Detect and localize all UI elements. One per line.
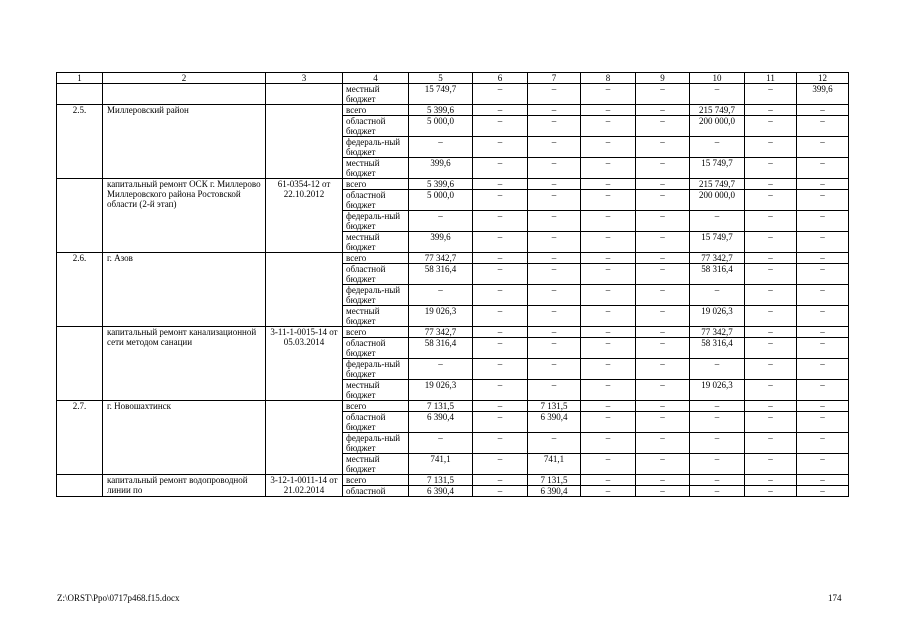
amount-cell: – [473,211,528,232]
amount-cell: – [636,211,690,232]
amount-cell: – [745,105,797,116]
amount-cell: – [581,253,636,264]
amount-cell: 58 316,4 [409,264,473,285]
amount-cell: – [528,179,581,190]
amount-cell: – [581,412,636,433]
budget-type: всего [343,401,409,412]
table-row [57,253,849,264]
amount-cell: – [528,137,581,158]
amount-cell: 6 390,4 [409,486,473,497]
amount-cell: – [636,327,690,338]
amount-cell: 399,6 [409,232,473,253]
column-header: 2 [103,73,266,84]
amount-cell: – [636,232,690,253]
amount-cell: – [528,253,581,264]
amount-cell: 58 316,4 [690,264,745,285]
amount-cell: – [581,158,636,179]
amount-cell: – [745,285,797,306]
budget-type: местный бюджет [343,232,409,253]
amount-cell: 15 749,7 [690,232,745,253]
amount-cell: – [581,190,636,211]
amount-cell: – [690,454,745,475]
amount-cell: – [473,190,528,211]
amount-cell: – [409,359,473,380]
amount-cell: – [690,401,745,412]
amount-cell: – [745,454,797,475]
amount-cell: 7 131,5 [528,401,581,412]
column-header: 5 [409,73,473,84]
amount-cell: – [528,327,581,338]
budget-type: всего [343,253,409,264]
amount-cell: – [797,401,849,412]
amount-cell: 7 131,5 [409,475,473,486]
amount-cell: – [528,232,581,253]
budget-type: всего [343,179,409,190]
amount-cell: – [473,84,528,105]
amount-cell: – [473,116,528,137]
amount-cell: – [409,433,473,454]
budget-type: местный бюджет [343,158,409,179]
amount-cell: – [636,158,690,179]
amount-cell: – [581,306,636,327]
amount-cell: – [636,433,690,454]
amount-cell: – [745,486,797,497]
amount-cell: 5 000,0 [409,116,473,137]
amount-cell: 77 342,7 [409,327,473,338]
amount-cell: 5 000,0 [409,190,473,211]
amount-cell: – [745,327,797,338]
amount-cell: – [473,401,528,412]
amount-cell: 15 749,7 [690,158,745,179]
amount-cell: – [528,433,581,454]
amount-cell: – [581,116,636,137]
amount-cell: 215 749,7 [690,105,745,116]
amount-cell: – [473,285,528,306]
amount-cell: – [473,327,528,338]
amount-cell: – [797,380,849,401]
amount-cell: – [690,486,745,497]
amount-cell: – [581,179,636,190]
amount-cell: – [636,306,690,327]
object-name: Миллеровский район [103,105,266,179]
amount-cell: – [797,327,849,338]
amount-cell: – [797,359,849,380]
amount-cell: 399,6 [797,84,849,105]
amount-cell: – [797,253,849,264]
budget-type: областной бюджет [343,338,409,359]
amount-cell: – [690,433,745,454]
amount-cell: – [473,433,528,454]
column-header: 4 [343,73,409,84]
amount-cell: – [636,380,690,401]
amount-cell: – [690,359,745,380]
document-ref [266,105,343,179]
amount-cell: – [473,264,528,285]
amount-cell: – [636,190,690,211]
amount-cell: 77 342,7 [409,253,473,264]
column-header: 11 [745,73,797,84]
budget-type: областной [343,486,409,497]
amount-cell: – [473,179,528,190]
document-ref [266,253,343,327]
budget-type: федераль-ный бюджет [343,433,409,454]
row-number: 2.6. [57,253,103,327]
amount-cell: – [581,338,636,359]
amount-cell: – [473,158,528,179]
amount-cell: – [797,433,849,454]
budget-type: областной бюджет [343,190,409,211]
column-header: 7 [528,73,581,84]
amount-cell: – [473,380,528,401]
amount-cell: – [797,306,849,327]
amount-cell: – [473,486,528,497]
amount-cell: – [797,179,849,190]
amount-cell: – [581,359,636,380]
amount-cell: 741,1 [409,454,473,475]
amount-cell: – [745,232,797,253]
amount-cell: – [528,285,581,306]
amount-cell: – [636,401,690,412]
row-number [57,327,103,401]
amount-cell: – [745,158,797,179]
amount-cell: – [581,401,636,412]
budget-type: всего [343,105,409,116]
amount-cell: – [528,264,581,285]
amount-cell: – [581,264,636,285]
amount-cell: – [636,179,690,190]
amount-cell: – [636,116,690,137]
amount-cell: – [581,84,636,105]
amount-cell: 7 131,5 [409,401,473,412]
amount-cell: – [636,359,690,380]
table-row [57,84,849,105]
table-row [57,179,849,190]
budget-table [56,72,849,497]
amount-cell: – [581,380,636,401]
budget-type: областной бюджет [343,264,409,285]
amount-cell: – [636,454,690,475]
amount-cell: – [745,433,797,454]
amount-cell: – [797,116,849,137]
table-row [57,475,849,486]
amount-cell: – [581,433,636,454]
amount-cell: – [581,232,636,253]
budget-type: местный бюджет [343,84,409,105]
amount-cell: – [690,137,745,158]
amount-cell: – [528,190,581,211]
amount-cell: – [581,327,636,338]
document-ref: 61-0354-12 от 22.10.2012 [266,179,343,253]
amount-cell: 6 390,4 [409,412,473,433]
amount-cell: – [409,137,473,158]
budget-type: областной бюджет [343,116,409,137]
amount-cell: 58 316,4 [409,338,473,359]
amount-cell: – [690,84,745,105]
amount-cell: 200 000,0 [690,116,745,137]
row-number [57,179,103,253]
amount-cell: – [690,211,745,232]
amount-cell: – [636,338,690,359]
document-ref: 3-12-1-0011-14 от 21.02.2014 [266,475,343,497]
amount-cell: – [636,412,690,433]
amount-cell: – [528,380,581,401]
amount-cell: – [745,306,797,327]
amount-cell: – [528,116,581,137]
amount-cell: 5 399,6 [409,105,473,116]
amount-cell: – [797,475,849,486]
amount-cell: 6 390,4 [528,412,581,433]
amount-cell: 215 749,7 [690,179,745,190]
amount-cell: – [636,475,690,486]
column-header-row [57,73,849,84]
document-ref: 3-11-1-0015-14 от 05.03.2014 [266,327,343,401]
amount-cell: – [745,475,797,486]
amount-cell: 200 000,0 [690,190,745,211]
amount-cell: – [745,264,797,285]
column-header: 12 [797,73,849,84]
amount-cell: – [797,137,849,158]
amount-cell: – [636,264,690,285]
amount-cell: – [473,105,528,116]
amount-cell: – [528,359,581,380]
column-header: 9 [636,73,690,84]
amount-cell: – [528,306,581,327]
amount-cell: – [581,475,636,486]
amount-cell: 19 026,3 [690,306,745,327]
amount-cell: 15 749,7 [409,84,473,105]
amount-cell: – [636,486,690,497]
amount-cell: 7 131,5 [528,475,581,486]
amount-cell: – [473,338,528,359]
object-name: капитальный ремонт канализационной сети методом санации [103,327,266,401]
amount-cell: 19 026,3 [409,306,473,327]
amount-cell: – [797,264,849,285]
amount-cell: – [581,137,636,158]
amount-cell: – [797,211,849,232]
table-row [57,105,849,116]
amount-cell: – [690,285,745,306]
amount-cell: – [745,211,797,232]
amount-cell: – [528,158,581,179]
object-name: г. Новошахтинск [103,401,266,475]
amount-cell: – [797,338,849,359]
amount-cell: – [745,380,797,401]
row-number: 2.5. [57,105,103,179]
amount-cell: – [473,454,528,475]
amount-cell: – [528,211,581,232]
amount-cell: – [745,84,797,105]
amount-cell: – [409,285,473,306]
amount-cell: – [473,137,528,158]
amount-cell: – [636,137,690,158]
column-header: 1 [57,73,103,84]
amount-cell: – [581,454,636,475]
amount-cell: 58 316,4 [690,338,745,359]
amount-cell: – [581,486,636,497]
document-ref [266,401,343,475]
amount-cell: 19 026,3 [690,380,745,401]
amount-cell: 77 342,7 [690,253,745,264]
amount-cell: – [528,84,581,105]
column-header: 6 [473,73,528,84]
amount-cell: – [745,401,797,412]
amount-cell: – [636,253,690,264]
budget-type: всего [343,327,409,338]
amount-cell: – [473,475,528,486]
budget-type: местный бюджет [343,454,409,475]
page-number: 174 [828,593,842,603]
amount-cell: – [473,412,528,433]
amount-cell: 77 342,7 [690,327,745,338]
budget-type: федераль-ный бюджет [343,285,409,306]
row-number: 2.7. [57,401,103,475]
amount-cell: 6 390,4 [528,486,581,497]
budget-type: федераль-ный бюджет [343,211,409,232]
file-path: Z:\ORST\Ppo\0717p468.f15.docx [57,593,180,603]
table-row [57,401,849,412]
amount-cell: – [797,454,849,475]
document-ref [266,84,343,105]
budget-type: местный бюджет [343,306,409,327]
amount-cell: – [528,105,581,116]
object-name [103,84,266,105]
amount-cell: – [745,412,797,433]
column-header: 10 [690,73,745,84]
amount-cell: 399,6 [409,158,473,179]
amount-cell: – [473,359,528,380]
amount-cell: – [745,179,797,190]
budget-type: федераль-ный бюджет [343,359,409,380]
object-name: капитальный ремонт ОСК г. Миллерово Миллеровского района Ростовской области (2-й этап) [103,179,266,253]
column-header: 8 [581,73,636,84]
amount-cell: – [690,412,745,433]
amount-cell: – [581,211,636,232]
amount-cell: – [581,105,636,116]
amount-cell: – [473,253,528,264]
amount-cell: – [528,338,581,359]
amount-cell: – [636,285,690,306]
amount-cell: – [745,359,797,380]
amount-cell: – [473,232,528,253]
amount-cell: – [745,338,797,359]
amount-cell: – [581,285,636,306]
budget-type: местный бюджет [343,380,409,401]
budget-type: федераль-ный бюджет [343,137,409,158]
amount-cell: – [636,105,690,116]
amount-cell: – [745,253,797,264]
object-name: капитальный ремонт водопроводной линии по [103,475,266,497]
amount-cell: – [745,137,797,158]
row-number [57,475,103,497]
amount-cell: – [690,475,745,486]
amount-cell: – [636,84,690,105]
budget-type: всего [343,475,409,486]
budget-type: областной бюджет [343,412,409,433]
amount-cell: – [797,486,849,497]
amount-cell: 741,1 [528,454,581,475]
table-row [57,327,849,338]
column-header: 3 [266,73,343,84]
amount-cell: – [797,412,849,433]
amount-cell: – [797,232,849,253]
row-number [57,84,103,105]
amount-cell: – [745,190,797,211]
amount-cell: – [797,285,849,306]
amount-cell: 5 399,6 [409,179,473,190]
amount-cell: – [473,306,528,327]
amount-cell: – [797,105,849,116]
amount-cell: – [797,190,849,211]
amount-cell: – [409,211,473,232]
object-name: г. Азов [103,253,266,327]
amount-cell: – [797,158,849,179]
amount-cell: 19 026,3 [409,380,473,401]
amount-cell: – [745,116,797,137]
